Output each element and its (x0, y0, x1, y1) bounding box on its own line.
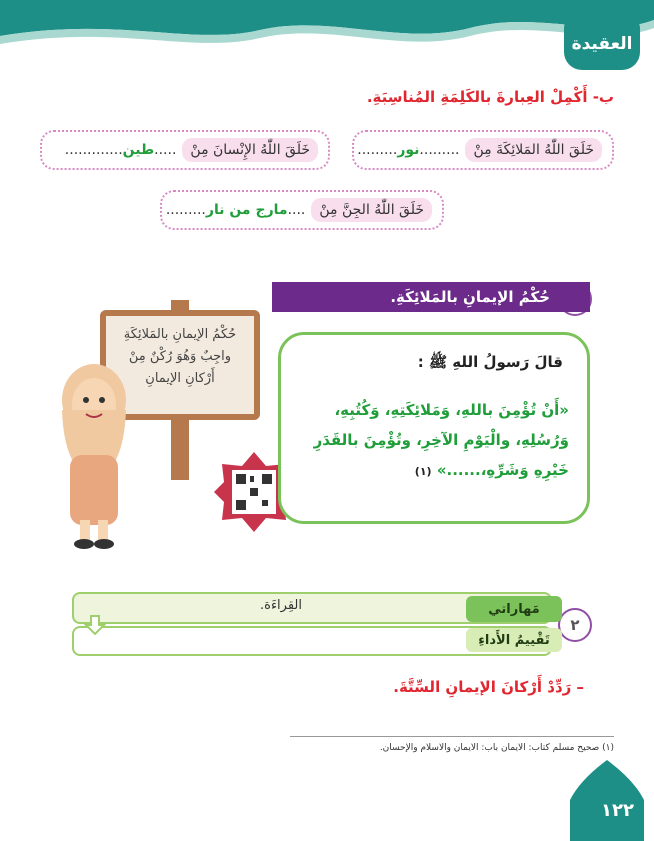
fill-prefix: خَلَقَ اللّٰهُ الإِنْسانَ مِنْ (182, 138, 318, 162)
page-number: ١٢٢ (601, 800, 634, 821)
fill-answer: نور (397, 142, 420, 158)
skills-label: مَهاراتي (466, 596, 562, 622)
fill-answer: طين (122, 142, 155, 158)
skill-reading: القِراءَة. (260, 598, 302, 613)
fill-prefix: خَلَقَ اللّٰهُ الجِنَّ مِنْ (311, 198, 432, 222)
footnote-divider (290, 736, 614, 737)
hadith-intro: قالَ رَسولُ اللهِ ﷺ : (417, 353, 563, 371)
section-title-tab: العقيدة (564, 18, 640, 70)
sign-line: أَرْكانِ الإيمانِ (145, 371, 215, 386)
fill-prefix: خَلَقَ اللّٰهُ المَلائِكَةَ مِنْ (465, 138, 602, 162)
fill-item-human[interactable]: خَلَقَ اللّٰهُ الإِنْسانَ مِنْ ..... طين ............. (40, 130, 330, 170)
hadith-box (278, 332, 590, 524)
sign-line: حُكْمُ الإيمانِ بالمَلائِكَةِ (123, 327, 237, 342)
task-instruction: – رَدِّدْ أَرْكانَ الإيمانِ السِّتَّةَ. (393, 678, 584, 696)
hadith-quote: «أَنْ تُؤْمِنَ باللهِ، وَمَلائِكَتِهِ، وَكُتُبِهِ، وَرُسُلِهِ، والْيَوْمِ الآخِرِ، وتُؤْمِنَ بالقَدَرِ خَيْرِهِ وَشَرِّهِ،......» (313, 401, 569, 479)
fill-item-angels[interactable]: خَلَقَ اللّٰهُ المَلائِكَةَ مِنْ ......... نور ......... (352, 130, 614, 170)
exercise-instruction: ب- أَكْمِلْ العِبارةَ بالكَلِمَةِ المُناسِبَةِ. (366, 88, 614, 106)
skills-number-badge: ٢ (558, 608, 592, 642)
hadith-text (289, 395, 569, 487)
fill-item-jinn[interactable]: خَلَقَ اللّٰهُ الجِنَّ مِنْ .... مارج من نار ......... (160, 190, 444, 230)
sign-line: واجِبٌ وَهُوَ رُكْنٌ مِنْ (128, 349, 232, 364)
section-heading-banner: حُكْمُ الإيمانِ بالمَلائِكَةِ. (272, 282, 590, 312)
footnote: (١) صحيح مسلم كتاب: الايمان باب: الايمان والاسلام والإحسان. (379, 743, 614, 753)
header-band (0, 0, 654, 58)
footnote-ref: (١) (414, 465, 432, 478)
down-arrow-icon (84, 614, 106, 636)
fill-answer: مارج من نار (205, 202, 288, 218)
girl-character-illustration (44, 360, 144, 550)
eval-label: تَقْييمُ الأَداءِ (466, 628, 562, 652)
